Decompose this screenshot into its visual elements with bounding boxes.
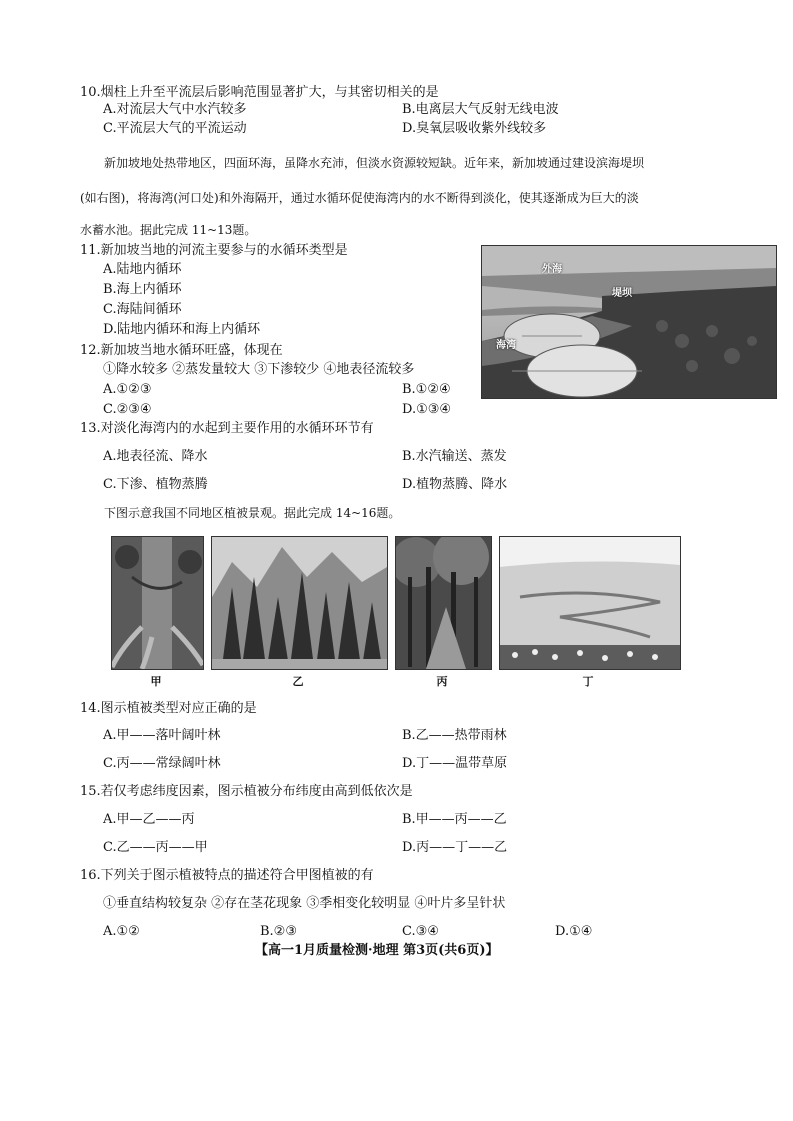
q16-stem: 16.下列关于图示植被特点的描述符合甲图植被的有 <box>80 868 374 883</box>
broadleaf-forest-image <box>396 537 491 669</box>
passage1-line3: 水蓄水池。据此完成 11~13题。 <box>80 223 257 237</box>
q15-option-c: C.乙——丙——甲 <box>103 840 208 855</box>
vegetation-photo-ding <box>499 536 681 670</box>
q11-option-c: C.海陆间循环 <box>103 302 182 317</box>
q13-option-b: B.水汽输送、蒸发 <box>402 449 507 464</box>
q12-option-a: A.①②③ <box>103 382 152 397</box>
q10-stem: 10.烟柱上升至平流层后影响范围显著扩大，与其密切相关的是 <box>80 85 439 100</box>
q10-option-b: B.电离层大气反射无线电波 <box>402 102 559 117</box>
vegetation-photo-jia <box>111 536 204 670</box>
label-bay: 海湾 <box>496 340 516 351</box>
q15-option-b: B.甲——丙——乙 <box>402 812 507 827</box>
q13-option-d: D.植物蒸腾、降水 <box>402 477 508 492</box>
dam-aerial-image <box>482 246 776 398</box>
caption-bing: 丙 <box>436 675 448 688</box>
q10-option-c: C.平流层大气的平流运动 <box>103 121 247 136</box>
q13-option-a: A.地表径流、降水 <box>103 449 208 464</box>
passage2: 下图示意我国不同地区植被景观。据此完成 14~16题。 <box>104 506 401 520</box>
q16-option-c: C.③④ <box>402 924 439 939</box>
q11-stem: 11.新加坡当地的河流主要参与的水循环类型是 <box>80 243 348 258</box>
label-dam: 堤坝 <box>612 288 632 299</box>
q12-option-b: B.①②④ <box>402 382 451 397</box>
q16-option-b: B.②③ <box>260 924 297 939</box>
q11-option-a: A.陆地内循环 <box>103 262 182 277</box>
q13-stem: 13.对淡化海湾内的水起到主要作用的水循环环节有 <box>80 421 374 436</box>
q16-items: ①垂直结构较复杂 ②存在茎花现象 ③季相变化较明显 ④叶片多呈针状 <box>103 896 506 911</box>
caption-ding: 丁 <box>582 675 594 688</box>
q14-stem: 14.图示植被类型对应正确的是 <box>80 701 257 716</box>
q14-option-b: B.乙——热带雨林 <box>402 728 507 743</box>
q14-option-d: D.丁——温带草原 <box>402 756 508 771</box>
page-footer: 【高一1月质量检测·地理 第3页(共6页)】 <box>255 943 499 958</box>
label-outer-sea: 外海 <box>542 264 562 275</box>
caption-yi: 乙 <box>292 675 304 688</box>
coniferous-forest-image <box>212 537 387 669</box>
rainforest-image <box>112 537 203 669</box>
passage1-line1: 新加坡地处热带地区，四面环海，虽降水充沛，但淡水资源较短缺。近年来，新加坡通过建设滨海堤坝 <box>104 156 645 170</box>
q11-option-d: D.陆地内循环和海上内循环 <box>103 322 261 337</box>
q12-option-c: C.②③④ <box>103 402 152 417</box>
q15-stem: 15.若仅考虑纬度因素，图示植被分布纬度由高到低依次是 <box>80 784 413 799</box>
grassland-image <box>500 537 680 669</box>
passage1-line2: (如右图)，将海湾(河口处)和外海隔开，通过水循环促使海湾内的水不断得到淡化，使其逐渐成为巨大的淡 <box>80 191 639 205</box>
q13-option-c: C.下渗、植物蒸腾 <box>103 477 208 492</box>
q16-option-d: D.①④ <box>555 924 593 939</box>
caption-jia: 甲 <box>150 675 162 688</box>
q10-option-a: A.对流层大气中水汽较多 <box>103 102 247 117</box>
q15-option-a: A.甲—乙——丙 <box>103 812 195 827</box>
q12-items: ①降水较多 ②蒸发量较大 ③下渗较少 ④地表径流较多 <box>103 362 415 377</box>
vegetation-photo-bing <box>395 536 492 670</box>
q14-option-a: A.甲——落叶阔叶林 <box>103 728 221 743</box>
q16-option-a: A.①② <box>103 924 140 939</box>
vegetation-photo-yi <box>211 536 388 670</box>
q14-option-c: C.丙——常绿阔叶林 <box>103 756 221 771</box>
q12-option-d: D.①③④ <box>402 402 452 417</box>
q10-option-d: D.臭氧层吸收紫外线较多 <box>402 121 547 136</box>
q12-stem: 12.新加坡当地水循环旺盛，体现在 <box>80 343 283 358</box>
singapore-dam-photo <box>481 245 777 399</box>
q15-option-d: D.丙——丁——乙 <box>402 840 508 855</box>
q11-option-b: B.海上内循环 <box>103 282 182 297</box>
